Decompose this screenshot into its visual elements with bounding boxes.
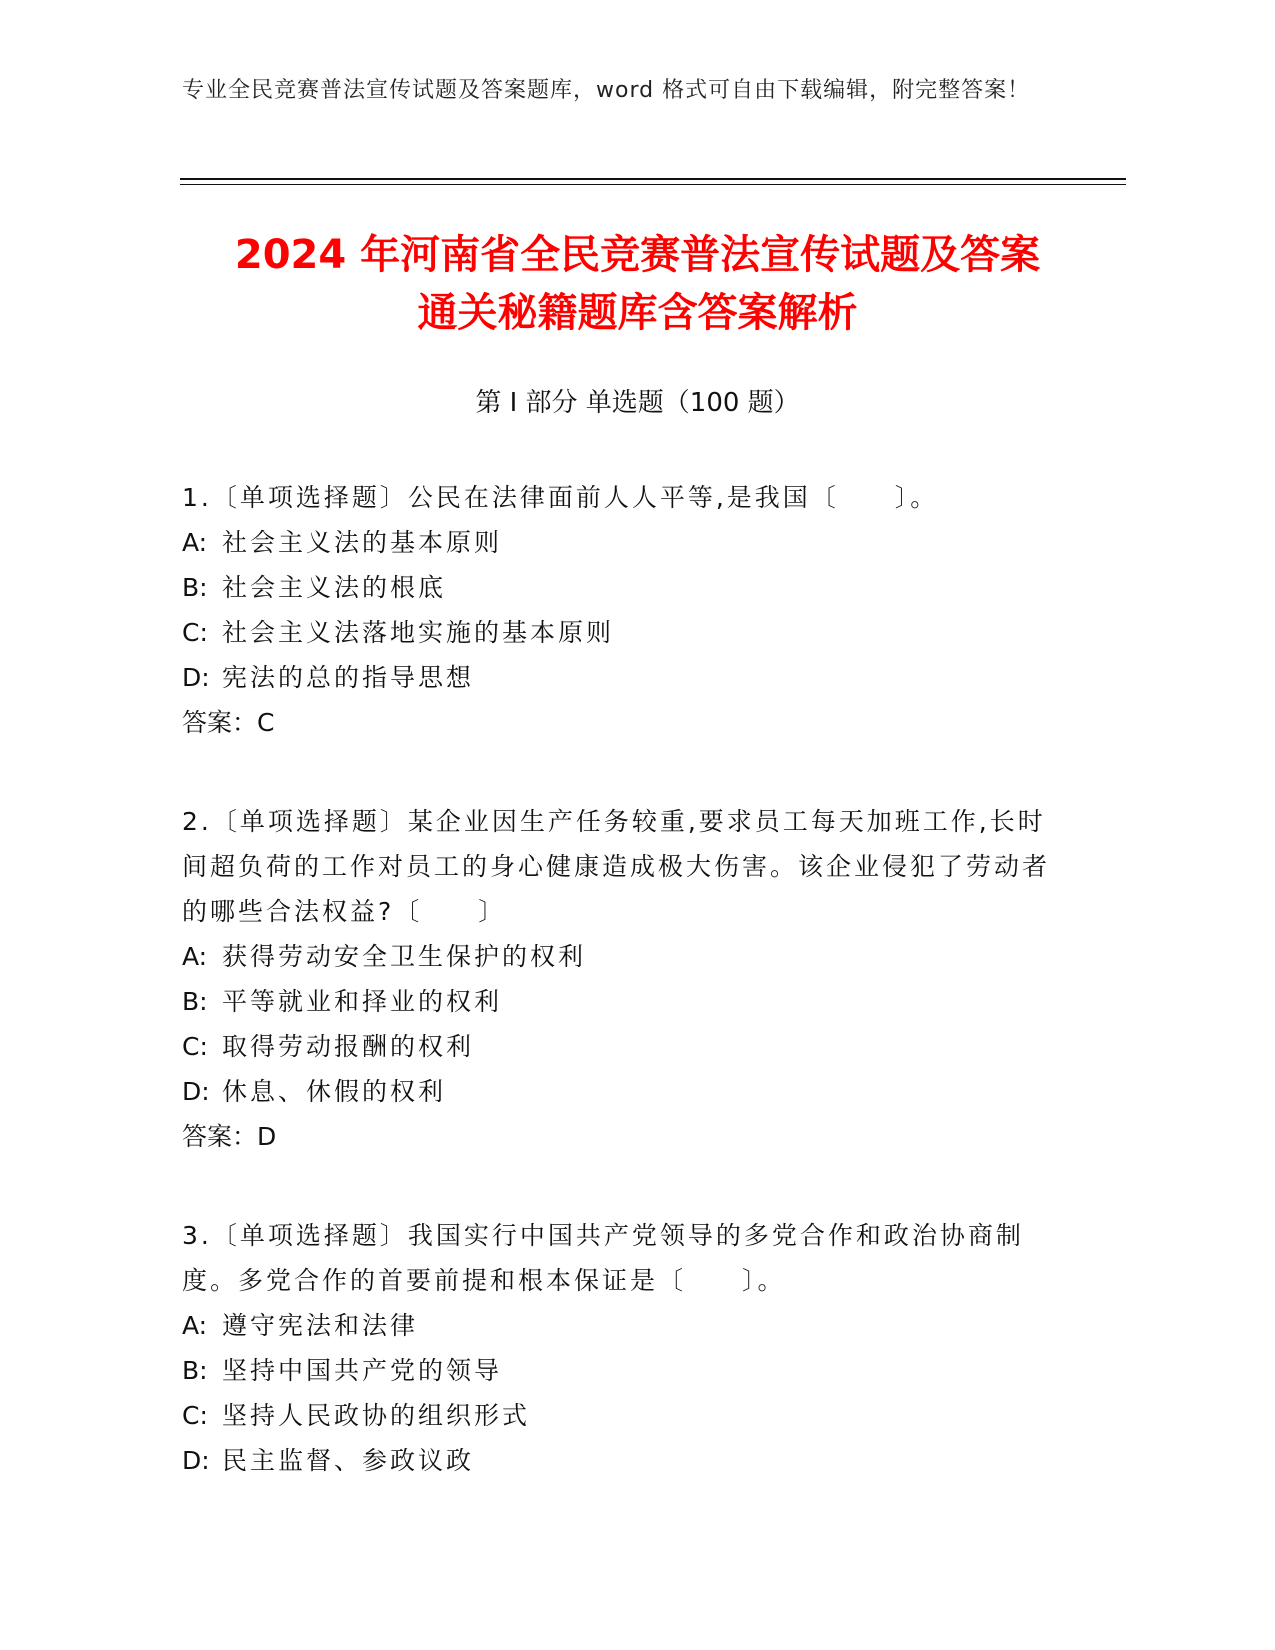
header-divider-thin	[180, 184, 1126, 185]
option-key: B:	[182, 987, 208, 1016]
option-text: 社会主义法的根底	[222, 573, 447, 602]
option-b	[182, 1348, 1062, 1393]
option-text: 民主监督、参政议政	[222, 1446, 475, 1475]
option-text: 社会主义法的基本原则	[222, 528, 503, 557]
option-text: 坚持中国共产党的领导	[222, 1356, 503, 1385]
option-a	[182, 520, 1062, 565]
option-key: A:	[182, 1311, 208, 1340]
option-key: C:	[182, 1401, 208, 1430]
option-text: 社会主义法落地实施的基本原则	[222, 618, 615, 647]
option-key: C:	[182, 1032, 208, 1061]
answer-line: 答案：D	[182, 1122, 277, 1151]
option-text: 休息、休假的权利	[222, 1077, 447, 1106]
option-c	[182, 1393, 1062, 1438]
option-b	[182, 565, 1062, 610]
option-b	[182, 979, 1062, 1024]
option-key: C:	[182, 618, 208, 647]
option-text: 宪法的总的指导思想	[222, 663, 475, 692]
option-a	[182, 1303, 1062, 1348]
question-stem: 1.〔单项选择题〕公民在法律面前人人平等,是我国〔 〕。	[182, 483, 939, 512]
option-key: D:	[182, 663, 210, 692]
option-c	[182, 610, 1062, 655]
option-key: B:	[182, 573, 208, 602]
document-title-line-2: 通关秘籍题库含答案解析	[417, 290, 858, 336]
header-note: 专业全民竞赛普法宣传试题及答案题库，word 格式可自由下载编辑，附完整答案！	[182, 78, 1031, 103]
question-1	[182, 475, 1062, 745]
section-heading: 第 I 部分 单选题（100 题）	[475, 388, 800, 418]
option-text: 获得劳动安全卫生保护的权利	[222, 942, 587, 971]
option-text: 坚持人民政协的组织形式	[222, 1401, 531, 1430]
question-2	[182, 799, 1062, 1159]
question-list	[182, 475, 1062, 1537]
option-key: D:	[182, 1077, 210, 1106]
document-title	[150, 226, 1125, 342]
option-a	[182, 934, 1062, 979]
option-key: B:	[182, 1356, 208, 1385]
document-title-line-1: 2024 年河南省全民竞赛普法宣传试题及答案	[234, 232, 1041, 278]
answer-line: 答案：C	[182, 708, 275, 737]
option-d	[182, 655, 1062, 700]
question-stem: 2.〔单项选择题〕某企业因生产任务较重,要求员工每天加班工作,长时间超负荷的工作对员工的身心健康造成极大伤害。该企业侵犯了劳动者的哪些合法权益?〔 〕	[182, 807, 1051, 926]
question-3	[182, 1213, 1062, 1483]
option-d	[182, 1069, 1062, 1114]
option-text: 遵守宪法和法律	[222, 1311, 419, 1340]
option-c	[182, 1024, 1062, 1069]
header-divider-thick	[180, 178, 1126, 180]
question-stem: 3.〔单项选择题〕我国实行中国共产党领导的多党合作和政治协商制度。多党合作的首要前提和根本保证是〔 〕。	[182, 1221, 1024, 1295]
option-text: 平等就业和择业的权利	[222, 987, 503, 1016]
option-d	[182, 1438, 1062, 1483]
option-key: D:	[182, 1446, 210, 1475]
option-key: A:	[182, 942, 208, 971]
option-key: A:	[182, 528, 208, 557]
option-text: 取得劳动报酬的权利	[222, 1032, 475, 1061]
